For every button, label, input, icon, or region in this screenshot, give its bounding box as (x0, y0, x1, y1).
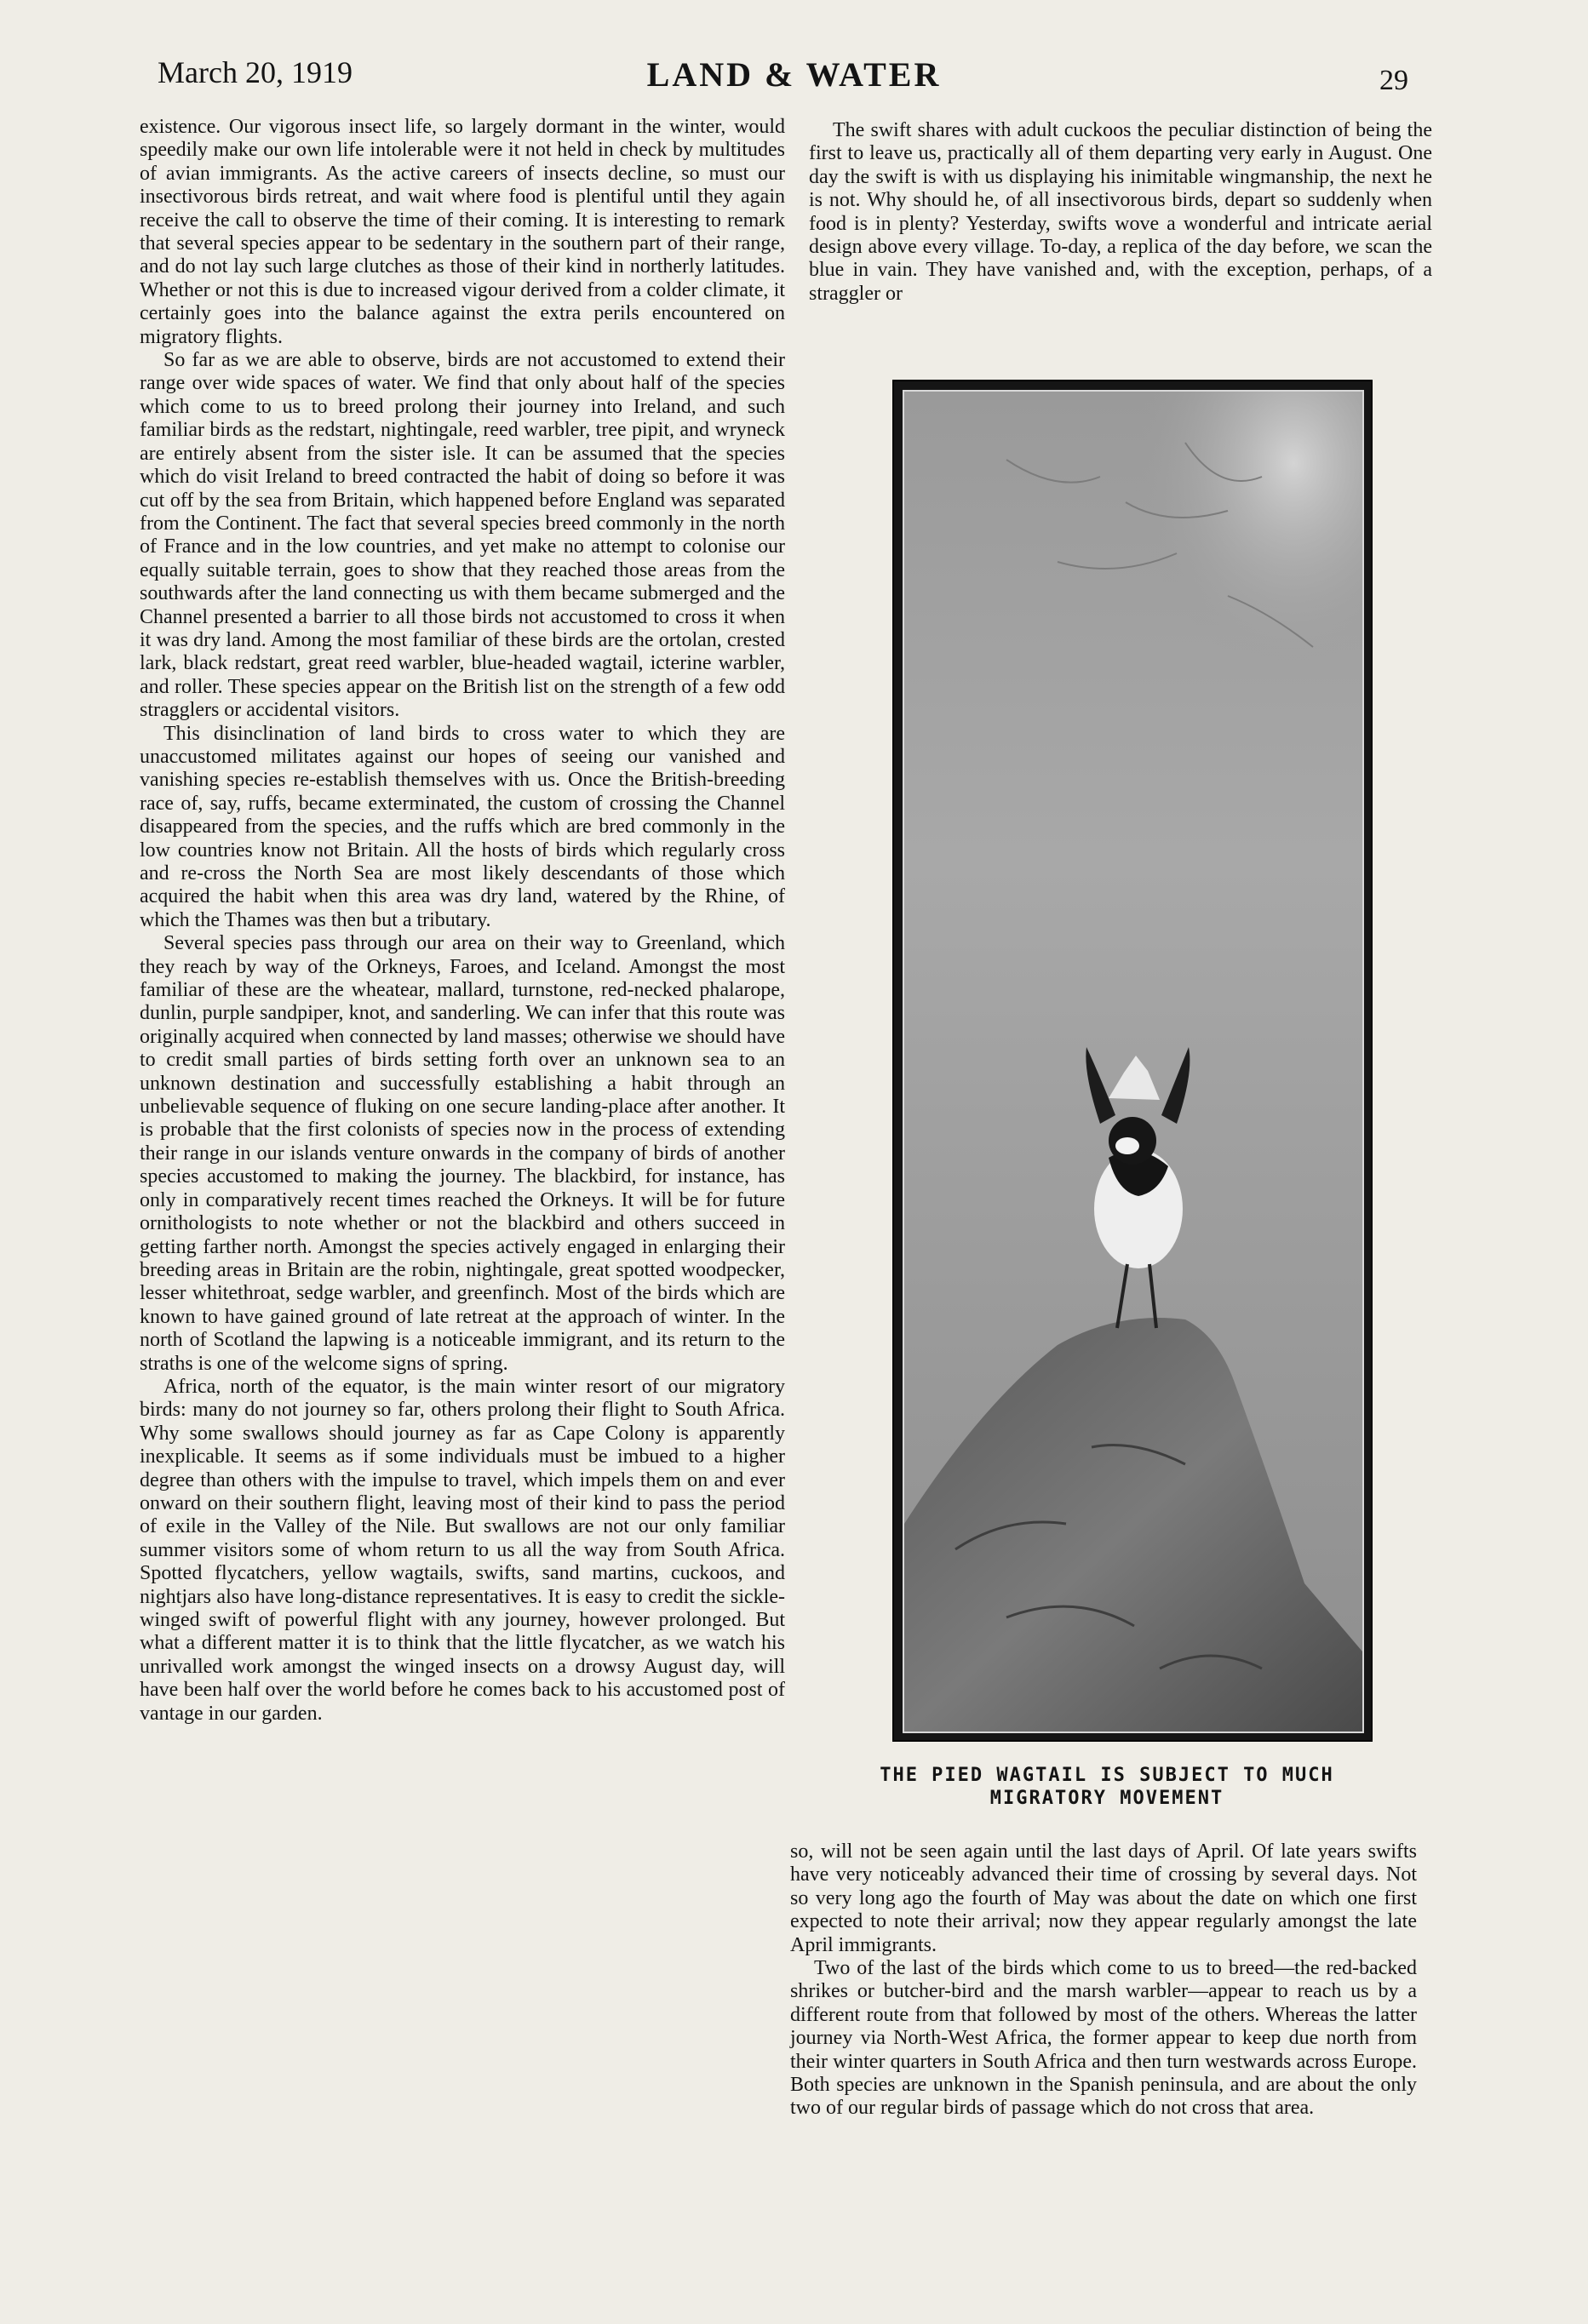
right-column-bottom (790, 1840, 1417, 2121)
caption-line: MIGRATORY MOVEMENT (989, 1788, 1224, 1809)
left-column (140, 116, 785, 1726)
pied-wagtail-photo (903, 390, 1364, 1733)
photo-frame (892, 380, 1373, 1742)
paragraph: Africa, north of the equator, is the main winter resort of our migratory birds: many do not journey so far, others prolong their flight to South Africa. Why some swallows should journey as far as Cape Colony is apparently inexplicable. It seems as if some individuals must be imbued to a higher degree than others with the impulse to travel, which impels them on and ever onward on their southern flight, leaving most of their kind to pass the period of exile in the Valley of the Nile. But swallows are not our only familiar summer visitors some of whom return to us all the way from South Africa. Spotted flycatchers, yellow wagtails, swifts, sand martins, cuckoos, and nightjars also have long-distance representatives. It is easy to credit the sickle-winged swift of powerful flight with any journey, however prolonged. But what a different matter it is to think that the little flycatcher, as we watch his unrivalled work amongst the winged insects on a drowsy August day, will have been half over the world before he comes back to his accustomed post of vantage in our garden. (140, 1375, 785, 1725)
paragraph: This disinclination of land birds to cross water to which they are unaccustomed militates against our hopes of seeing our vanished and vanishing species re-establish themselves with us. Once the British-breeding race of, say, ruffs, became exterminated, the custom of crossing the Channel disappeared from the species, and the ruffs which are bred commonly in the low countries know not Britain. All the hosts of birds which regularly cross and re-cross the North Sea are most likely descendants of those which acquired the habit when this area was dry land, watered by the Rhine, of which the Thames was then but a tributary. (140, 722, 785, 931)
page-number: 29 (1379, 65, 1408, 96)
pied-wagtail-on-rock-photo-icon (904, 392, 1362, 1732)
masthead: LAND & WATER (646, 55, 942, 94)
paragraph: Two of the last of the birds which come to us to breed—the red-backed shrikes or butcher-bird and the marsh warbler—appear to reach us by a different route from that followed by most of the others. Whereas the latter journey via North-West Africa, the former appear to keep due north from their winter quarters in South Africa and then turn westwards across Europe. Both species are unknown in the Spanish peninsula, and are about the only two of our regular birds of passage which do not cross that area. (790, 1957, 1417, 2120)
photo-caption (817, 1764, 1396, 1810)
paragraph: Several species pass through our area on their way to Greenland, which they reach by way of the Orkneys, Faroes, and Iceland. Amongst the most familiar of these are the wheatear, mallard, turnstone, red-necked phalarope, dunlin, purple sandpiper, knot, and sanderling. We can infer that this route was originally acquired when connected by land masses; otherwise we should have to credit small parties of birds setting forth over an unknown sea to an unknown destination and successfully establishing a habit through an unbelievable sequence of fluking on one secure landing-place after another. It is probable that the first colonists of species now in the process of extending their range in our islands venture onwards in the company of birds of another species accustomed to making the journey. The blackbird, for instance, has only in comparatively recent times reached the Orkneys. It will be for future ornithologists to note whether or not the blackbird and others succeed in getting farther north. Amongst the species actively engaged in enlarging their breeding areas in Britain are the robin, nightingale, great spotted woodpecker, lesser whitethroat, sedge warbler, and greenfinch. Most of the birds which are known to have gained ground of late retreat at the approach of winter. In the north of Scotland the lapwing is a noticeable immigrant, and its return to the straths is one of the welcome signs of spring. (140, 932, 785, 1375)
right-column-top (809, 119, 1432, 306)
caption-line: THE PIED WAGTAIL IS SUBJECT TO MUCH (880, 1765, 1334, 1786)
paragraph: so, will not be seen again until the last days of April. Of late years swifts have very noticeably advanced their time of crossing by several days. Not so very long ago the fourth of May was about the date on which one first expected to note their arrival; now they appear regularly amongst the late April immigrants. (790, 1840, 1417, 1956)
paragraph: So far as we are able to observe, birds are not accustomed to extend their range over wide spaces of water. We find that only about half of the species which come to us to breed prolong their journey into Ireland, and such familiar birds as the redstart, nightingale, reed warbler, tree pipit, and wryneck are entirely absent from the sister isle. It can be assumed that the species which do visit Ireland to breed contracted the habit of doing so before it was cut off by the sea from Britain, which happened before England was separated from the Continent. The fact that several species breed commonly in the north of France and in the low countries, and yet make no attempt to colonise our equally suitable terrain, goes to show that they reached those areas from the southwards after the land connecting us with them became submerged and the Channel presented a barrier to all those birds not accustomed to cross it when it was dry land. Among the most familiar of these birds are the ortolan, crested lark, black redstart, great reed warbler, blue-headed wagtail, icterine warbler, and roller. These species appear on the British list on the strength of a few odd stragglers or accidental visitors. (140, 349, 785, 722)
paragraph: The swift shares with adult cuckoos the peculiar distinction of being the first to leave us, practically all of them departing very early in August. One day the swift is with us displaying his inimitable wingmanship, the next he is not. Why should he, of all insectivorous birds, depart so suddenly when food is in plenty? Yesterday, swifts wove a wonderful and intricate aerial design above every village. To-day, a replica of the day before, we scan the blue in vain. They have vanished and, with the exception, perhaps, of a straggler or (809, 119, 1432, 305)
issue-date: March 20, 1919 (158, 55, 353, 89)
paragraph: existence. Our vigorous insect life, so largely dormant in the winter, would speedily make our own life intolerable were it not held in check by multitudes of avian immigrants. As the active careers of insects decline, so must our insectivorous birds retreat, and wait where food is plentiful until they again receive the call to observe the time of their coming. It is interesting to remark that several species appear to be sedentary in the southern part of their range, and do not lay such large clutches as those of their kind in northerly latitudes. Whether or not this is due to increased vigour derived from a colder climate, it certainly goes into the balance against the extra perils encountered on migratory flights. (140, 116, 785, 348)
